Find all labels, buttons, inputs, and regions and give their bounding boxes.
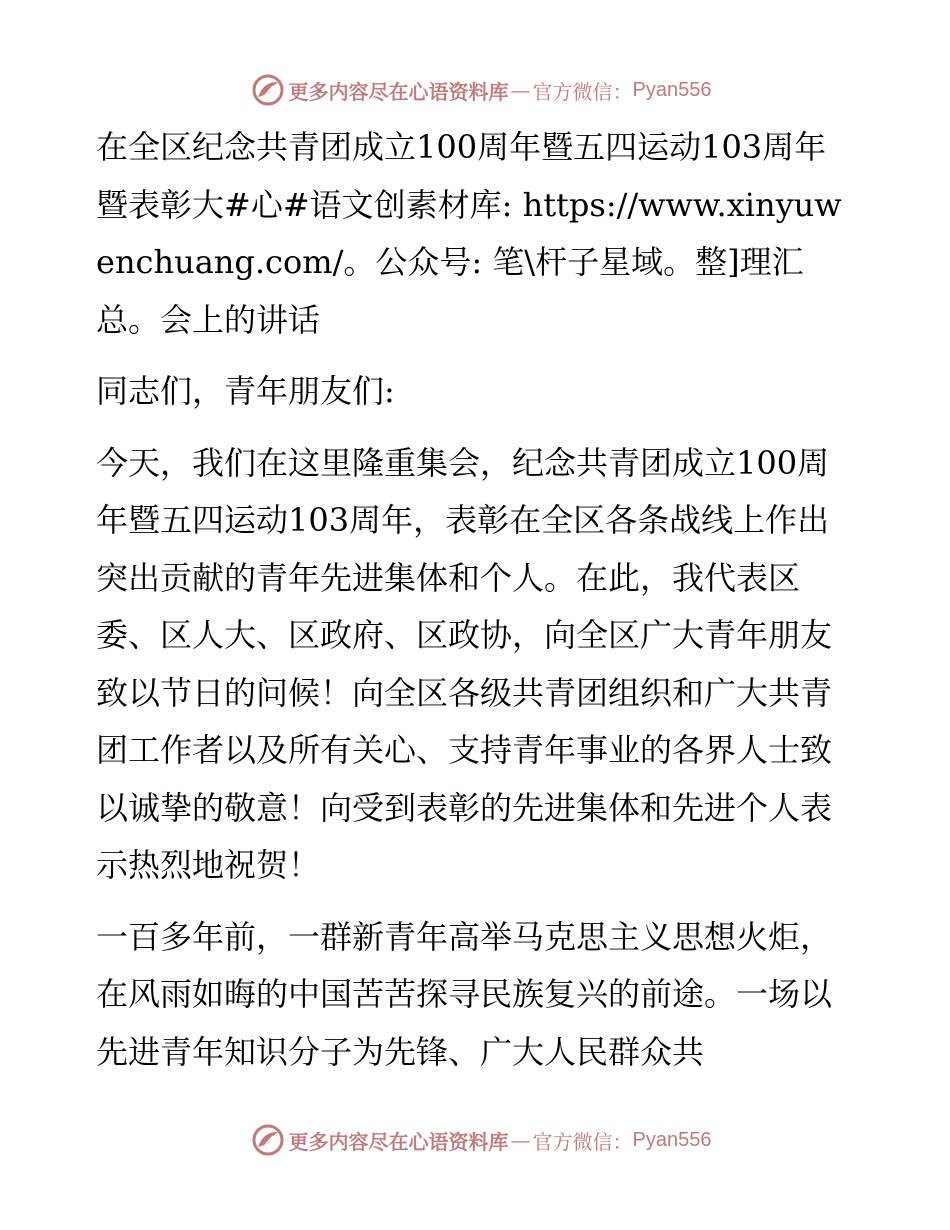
- watermark-wechat-label: 官方微信：: [532, 1129, 633, 1154]
- document-body: [96, 119, 856, 1081]
- footer-watermark: [0, 1120, 950, 1160]
- paragraph-opening: 今天，我们在这里隆重集会，纪念共青团成立100周年暨五四运动103周年，表彰在全区各条战线上作出突出贡献的青年先进集体和个人。在此，我代表区委、区人大、区政府、区政协，向全区广大青年朋友致以节日的问候！向全区各级共青团组织和广大共青团工作者以及所有关心、支持青年事业的各界人士致以诚挚的敬意！向受到表彰的先进集体和先进个人表示热烈地祝贺！: [96, 443, 833, 884]
- watermark-separator: —: [510, 1128, 531, 1152]
- watermark-wechat-id: Pyan556: [632, 1128, 712, 1151]
- paragraph-salutation: 同志们，青年朋友们:: [96, 372, 395, 410]
- paragraph-history: 一百多年前，一群新青年高举马克思主义思想火炬，在风雨如晦的中国苦苦探寻民族复兴的前途。一场以先进青年知识分子为先锋、广大人民群众共: [96, 917, 833, 1071]
- watermark-brand: 更多内容尽在心语资料库: [288, 1129, 509, 1154]
- watermark-separator: —: [510, 78, 531, 102]
- watermark-group: [251, 73, 712, 107]
- watermark-brand: 更多内容尽在心语资料库: [288, 79, 509, 104]
- watermark-wechat-id: Pyan556: [632, 78, 712, 101]
- watermark-group: [251, 1123, 712, 1157]
- pen-logo-icon: [251, 73, 285, 107]
- header-watermark: [0, 70, 950, 110]
- watermark-wechat-label: 官方微信：: [532, 79, 633, 104]
- paragraph-title: 在全区纪念共青团成立100周年暨五四运动103周年暨表彰大#心#语文创素材库: https://www.xinyuwenchuang.com/。公众号: 笔\杆子星域。整]理汇总。会上的讲话: [96, 128, 842, 339]
- pen-logo-icon: [251, 1123, 285, 1157]
